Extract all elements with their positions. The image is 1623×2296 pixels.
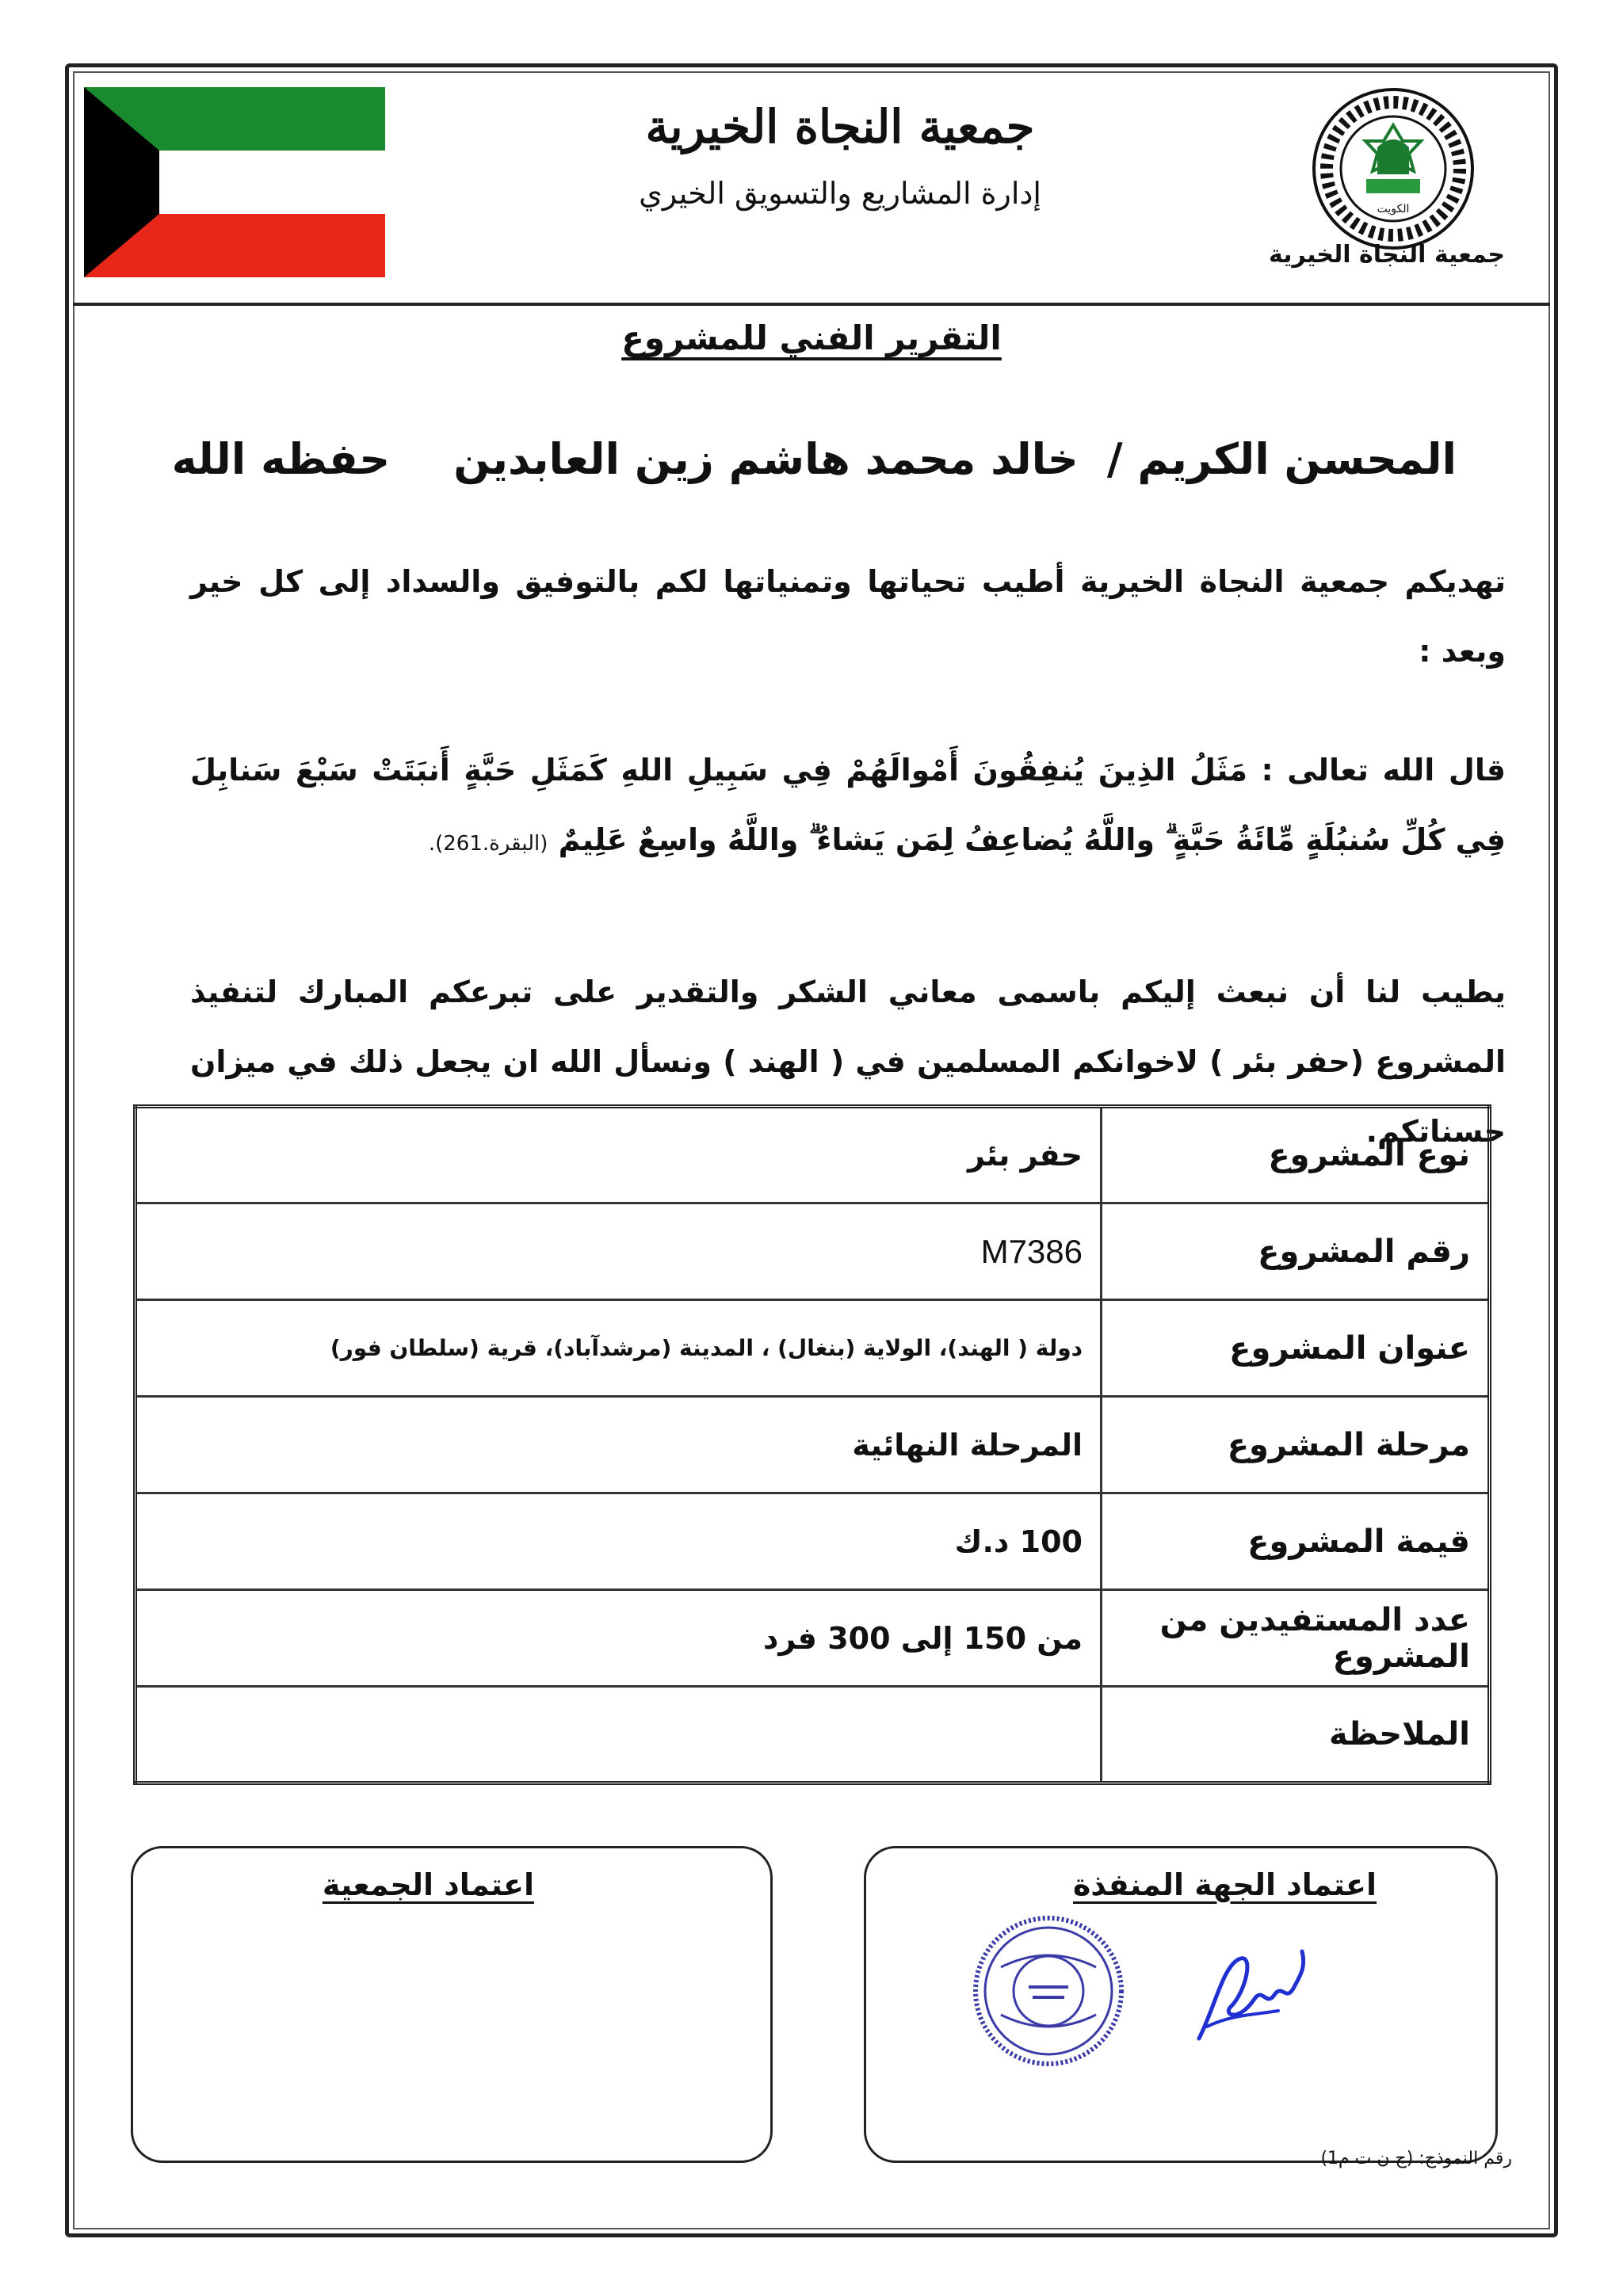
donor-suffix: حفظه الله <box>171 434 391 484</box>
project-cost-label: قيمة المشروع <box>1102 1493 1490 1590</box>
project-cost-value: 100 د.ك <box>136 1493 1102 1590</box>
donor-prefix: المحسن الكريم / <box>1106 434 1457 484</box>
association-approval-title: اعتماد الجمعية <box>322 1867 534 1902</box>
kuwait-flag-icon <box>84 87 385 277</box>
header-divider <box>73 303 1550 306</box>
verse-reference: (البقرة.261). <box>428 832 548 856</box>
association-approval-box <box>131 1846 773 2163</box>
greeting-paragraph: تهديكم جمعية النجاة الخيرية أطيب تحياتها وتمنياتها لكم بالتوفيق والسداد إلى كل خير وبعد : <box>190 564 1506 669</box>
project-stage-label: مرحلة المشروع <box>1102 1397 1490 1493</box>
logo-country-text: الكويت <box>1377 203 1410 215</box>
executing-party-approval-box <box>864 1846 1498 2163</box>
project-type-value: حفر بئر <box>136 1107 1102 1203</box>
donor-line <box>173 434 1457 484</box>
project-address-value: دولة ( الهند)، الولاية (بنغال) ، المدينة (مرشدآباد)، قرية (سلطان فور) <box>136 1300 1102 1397</box>
notes-value <box>136 1687 1102 1783</box>
table-row <box>136 1590 1490 1687</box>
project-type-label: نوع المشروع <box>1102 1107 1490 1203</box>
beneficiaries-label: عدد المستفيدين من المشروع <box>1102 1590 1490 1687</box>
org-title: جمعية النجاة الخيرية <box>645 100 1035 154</box>
verse-text: قال الله تعالى : مَثَلُ الذِينَ يُنفِقُونَ أَمْوالَهُمْ فِي سَبِيلِ اللهِ كَمَثَلِ حَبَّةٍ أَنبَتَتْ سَبْعَ سَنابِلَ فِي كُلِّ سُنبُلَةٍ مِّائَةُ حَبَّةٍ ۗ واللَّهُ يُضاعِفُ لِمَن يَشاءُ ۗ واللَّهُ واسِعٌ عَلِيمٌ <box>190 753 1506 857</box>
table-row <box>136 1397 1490 1493</box>
project-number-value: M7386 <box>136 1203 1102 1300</box>
verse-paragraph <box>190 735 1506 879</box>
logo-caption: جمعية النجاة الخيرية <box>1269 241 1505 269</box>
project-stage-value: المرحلة النهائية <box>136 1397 1102 1493</box>
table-row <box>136 1300 1490 1397</box>
table-row <box>136 1687 1490 1783</box>
donor-name: خالد محمد هاشم زين العابدين <box>453 434 1079 484</box>
beneficiaries-value: من 150 إلى 300 فرد <box>136 1590 1102 1687</box>
project-number-label: رقم المشروع <box>1102 1203 1490 1300</box>
table-row <box>136 1493 1490 1590</box>
project-address-label: عنوان المشروع <box>1102 1300 1490 1397</box>
form-number: رقم النموذج: (ج ن ت م1) <box>1320 2149 1512 2168</box>
official-seal-icon <box>969 1912 1128 2070</box>
association-logo-icon <box>1298 86 1488 252</box>
table-row <box>136 1107 1490 1203</box>
thanks-paragraph: يطيب لنا أن نبعث إليكم باسمى معاني الشكر والتقدير على تبرعكم المبارك لتنفيذ المشروع (حفر بئر ) لاخوانكم المسلمين في ( الهند ) ونسأل الله ان يجعل ذلك في ميزان حسناتكم. <box>190 974 1506 1149</box>
notes-label: الملاحظة <box>1102 1687 1490 1783</box>
project-info-table <box>133 1104 1491 1785</box>
executing-party-approval-title: اعتماد الجهة المنفذة <box>1072 1867 1377 1902</box>
table-row <box>136 1203 1490 1300</box>
department-title: إدارة المشاريع والتسويق الخيري <box>639 176 1041 211</box>
report-title: التقرير الفني للمشروع <box>621 318 1002 357</box>
signature-icon <box>1183 1936 1318 2054</box>
